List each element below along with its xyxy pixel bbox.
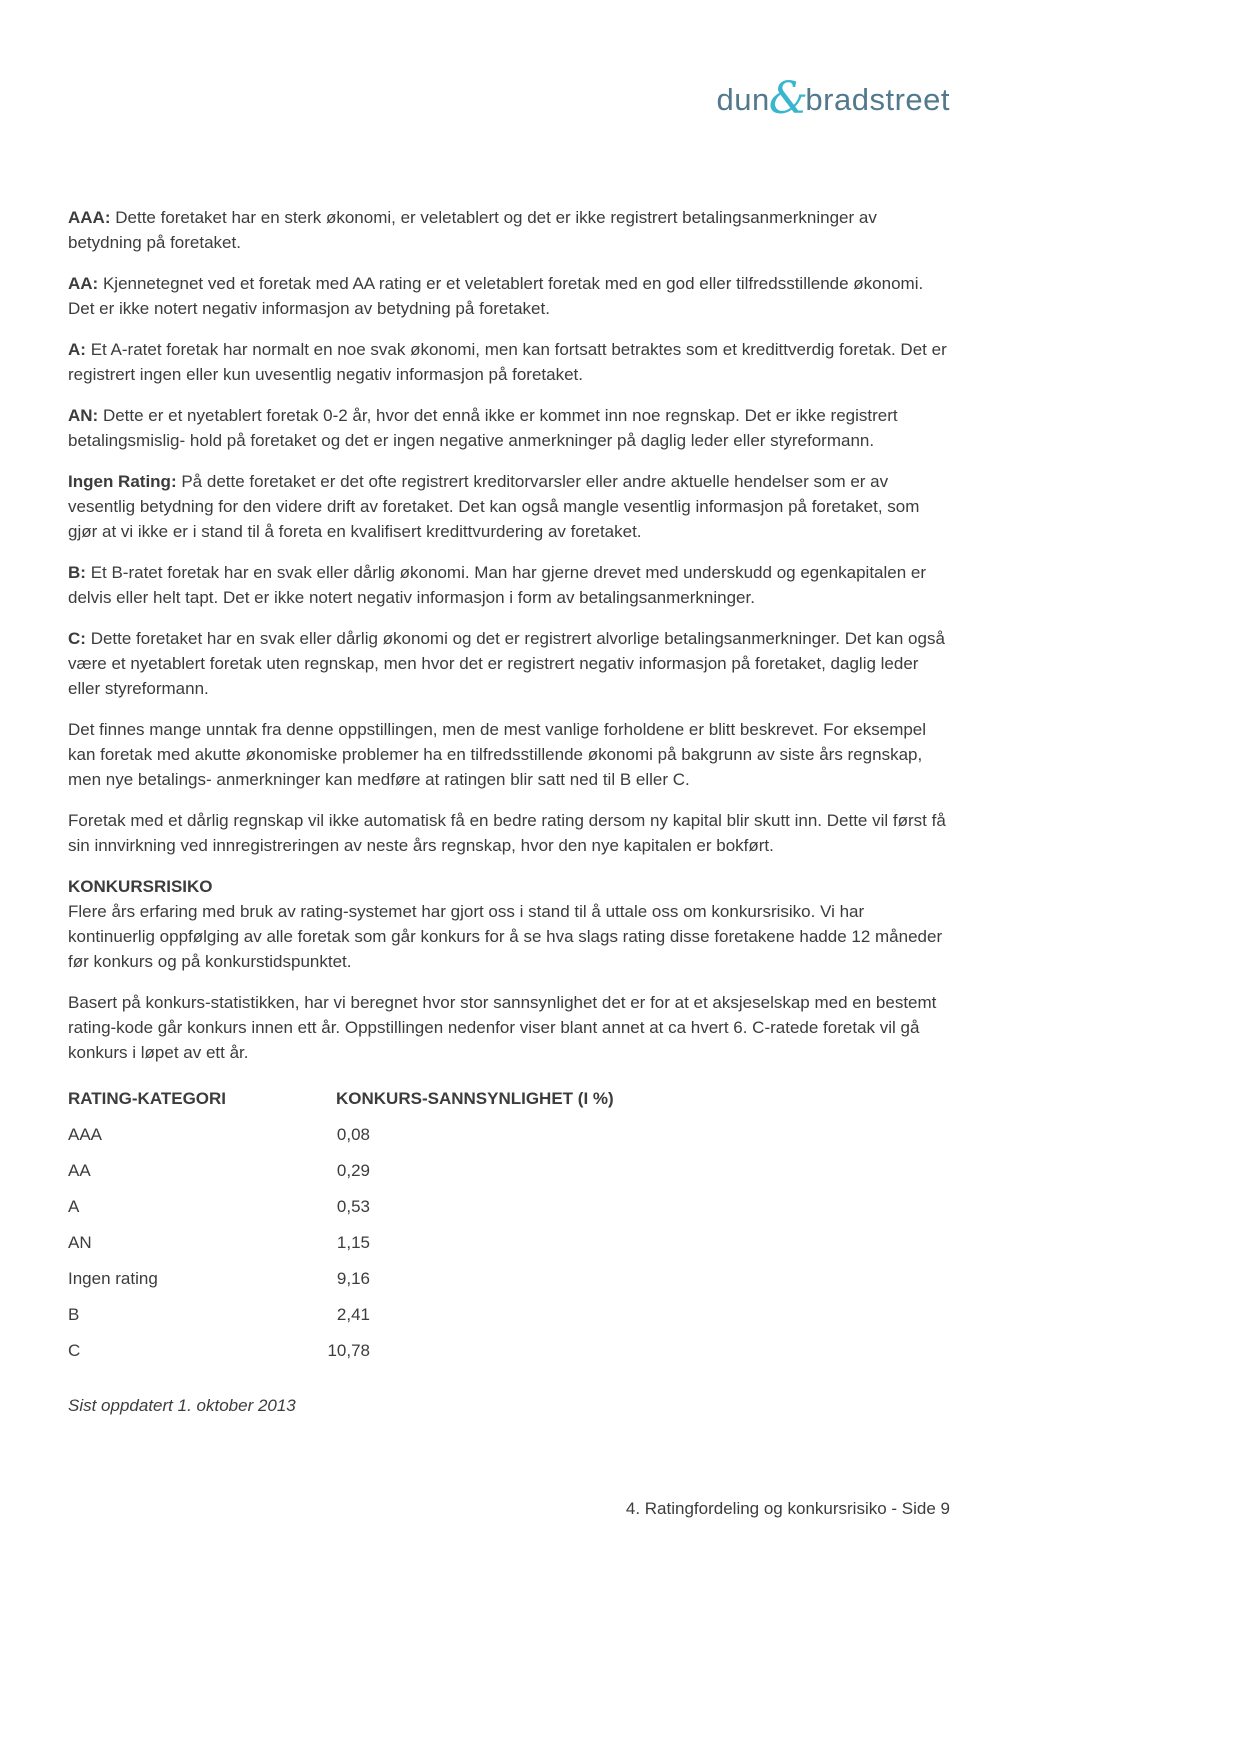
cell-category: Ingen rating	[68, 1269, 158, 1288]
cell-category: B	[68, 1305, 80, 1324]
rating-text-ingen-rating: På dette foretaket er det ofte registrert kreditorvarsler eller andre aktuelle hendelser som er av vesentlig betydning for den videre drift av foretaket. Det kan også mangle vesentlig informasjon på foretaket, som gjør at vi ikke er i stand til å foreta en kvalifisert kredittvurdering av foretaket.	[68, 472, 920, 541]
cell-value: 0,29	[336, 1161, 370, 1180]
rating-text-c: Dette foretaket har en svak eller dårlig økonomi og det er registrert alvorlige betalingsanmerkninger. Det kan også være et nyetablert foretak uten regnskap, men hvor det er registrert negativ informasjon på foretaket, daglig leder eller styreformann.	[68, 629, 945, 698]
konkursrisiko-heading: KONKURSRISIKO	[68, 877, 213, 896]
column-header-rating-category: RATING-KATEGORI	[68, 1089, 227, 1108]
logo-word-dun: dun	[716, 82, 770, 117]
page-footer: 4. Ratingfordeling og konkursrisiko - Side 9	[625, 1499, 950, 1518]
rating-text-a: Et A-ratet foretak har normalt en noe svak økonomi, men kan fortsatt betraktes som et kredittverdig foretak. Det er registrert ingen eller kun uvesentlig negativ informasjon på foretaket.	[68, 340, 947, 384]
dun-and-bradstreet-logo	[716, 70, 950, 124]
note-paragraph-capital: Foretak med et dårlig regnskap vil ikke automatisk få en bedre rating dersom ny kapital blir skutt inn. Dette vil først få sin innvirkning ved innregistreringen av neste års regnskap, hvor den nye kapitalen er bokført.	[68, 811, 946, 855]
cell-value: 0,08	[336, 1125, 370, 1144]
cell-category: AA	[68, 1161, 91, 1180]
rating-paragraph-a	[68, 337, 952, 387]
konkursrisiko-paragraph-1: Flere års erfaring med bruk av rating-systemet har gjort oss i stand til å uttale oss om konkursrisiko. Vi har kontinuerlig oppfølging av alle foretak som går konkurs for å se hva slags rating disse foretakene hadde 12 måneder før konkurs og på konkurstidspunktet.	[68, 902, 943, 971]
konkursrisiko-paragraph-2: Basert på konkurs-statistikken, har vi beregnet hvor stor sannsynlighet det er for at et aksjeselskap med en bestemt rating-kode går konkurs innen ett år. Oppstillingen nedenfor viser blant annet at ca hvert 6. C-ratede foretak vil gå konkurs i løpet av ett år.	[68, 993, 937, 1062]
rating-paragraph-b	[68, 560, 952, 610]
cell-category: C	[68, 1341, 81, 1360]
rating-paragraph-aa	[68, 271, 952, 321]
table-row-an	[68, 1225, 952, 1261]
document-body	[68, 205, 952, 1418]
rating-label-aa: AA:	[68, 274, 99, 293]
rating-probability-table	[68, 1081, 952, 1369]
column-header-konkurs-probability: KONKURS-SANNSYNLIGHET (I %)	[336, 1089, 614, 1108]
rating-label-b: B:	[68, 563, 86, 582]
cell-value: 9,16	[336, 1269, 370, 1288]
cell-value: 2,41	[336, 1305, 370, 1324]
rating-text-an: Dette er et nyetablert foretak 0-2 år, hvor det ennå ikke er kommet inn noe regnskap. Det er ikke registrert betalingsmislig- hold på foretaket og det er ingen negative anmerkninger på daglig leder eller styreformann.	[68, 406, 898, 450]
cell-category: A	[68, 1197, 80, 1216]
logo-ampersand-icon: &	[768, 73, 809, 124]
note-paragraph-exceptions: Det finnes mange unntak fra denne oppstillingen, men de mest vanlige forholdene er blitt beskrevet. For eksempel kan foretak med akutte økonomiske problemer ha en tilfredsstillende økonomi på bakgrunn av siste års regnskap, men nye betalings- anmerkninger kan medføre at ratingen blir satt ned til B eller C.	[68, 720, 927, 789]
table-row-b	[68, 1297, 952, 1333]
rating-paragraph-aaa	[68, 205, 952, 255]
cell-category: AN	[68, 1233, 92, 1252]
konkursrisiko-section	[68, 874, 952, 974]
rating-paragraph-ingen-rating	[68, 469, 952, 544]
cell-value: 0,53	[336, 1197, 370, 1216]
cell-value: 1,15	[336, 1233, 370, 1252]
rating-label-c: C:	[68, 629, 86, 648]
rating-label-ingen-rating: Ingen Rating:	[68, 472, 177, 491]
last-updated-note: Sist oppdatert 1. oktober 2013	[68, 1396, 296, 1415]
table-row-c	[68, 1333, 952, 1369]
cell-value: 10,78	[327, 1341, 370, 1360]
rating-paragraph-c	[68, 626, 952, 701]
table-row-a	[68, 1189, 952, 1225]
cell-category: AAA	[68, 1125, 103, 1144]
table-row-aa	[68, 1153, 952, 1189]
table-row-ingen-rating	[68, 1261, 952, 1297]
rating-text-aaa: Dette foretaket har en sterk økonomi, er veletablert og det er ikke registrert betalingsanmerkninger av betydning på foretaket.	[68, 208, 877, 252]
table-row-aaa	[68, 1117, 952, 1153]
rating-label-aaa: AAA:	[68, 208, 111, 227]
logo-word-bradstreet: bradstreet	[805, 82, 950, 117]
rating-label-a: A:	[68, 340, 86, 359]
rating-text-b: Et B-ratet foretak har en svak eller dårlig økonomi. Man har gjerne drevet med underskudd og egenkapitalen er delvis eller helt tapt. Det er ikke notert negativ informasjon i form av betalingsanmerkninger.	[68, 563, 927, 607]
rating-label-an: AN:	[68, 406, 99, 425]
table-header-row	[68, 1081, 952, 1117]
rating-paragraph-an	[68, 403, 952, 453]
rating-text-aa: Kjennetegnet ved et foretak med AA rating er et veletablert foretak med en god eller tilfredsstillende økonomi. Det er ikke notert negativ informasjon av betydning på foretaket.	[68, 274, 924, 318]
